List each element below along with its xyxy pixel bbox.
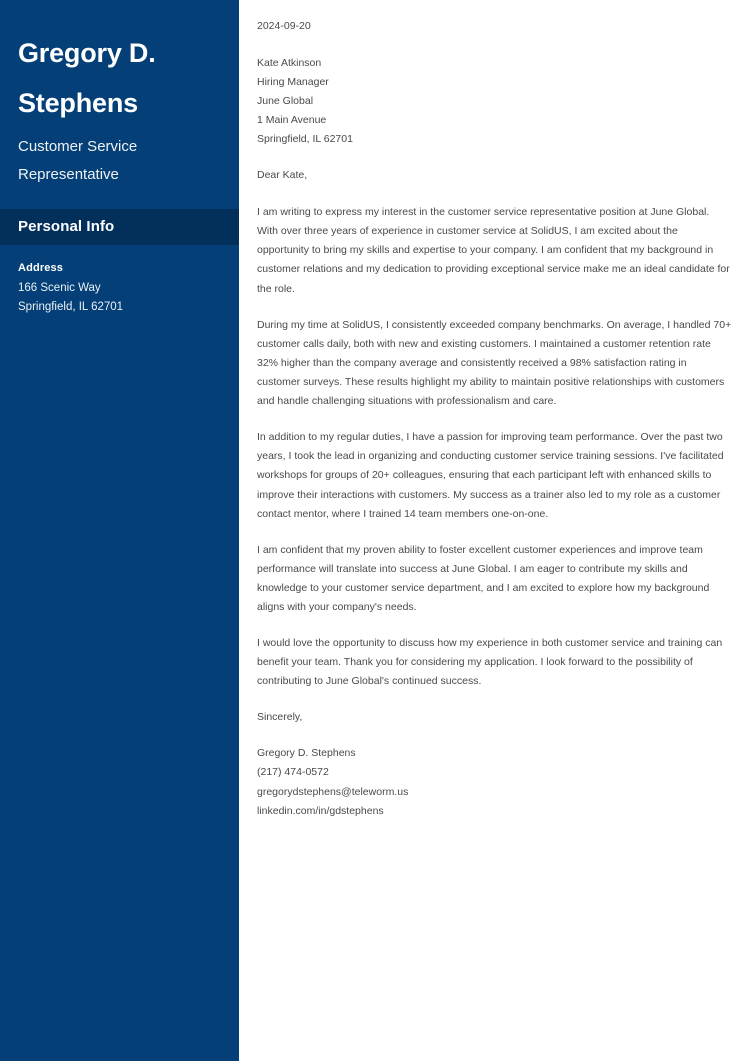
address-label: Address — [18, 262, 64, 275]
address-line: Springfield, IL 62701 — [18, 301, 124, 314]
closing-salutation: Sincerely, — [257, 710, 303, 723]
recipient-line: Springfield, IL 62701 — [257, 133, 353, 146]
letter-paragraph: I am writing to express my interest in the customer service representative position at June Global. With over three years of experience in customer service at SolidUS, I am excited about the opportunity to bring my skills and expertise to your company. I am confident that my background in customer relations and my dedication to providing exceptional service make me an ideal candidate for the role. — [257, 206, 730, 295]
salutation: Dear Kate, — [257, 169, 308, 182]
signature-block — [257, 744, 732, 820]
personal-info-heading: Personal Info — [18, 218, 115, 236]
signature-linkedin: linkedin.com/in/gdstephens — [257, 804, 384, 817]
signature-name: Gregory D. Stephens — [257, 747, 356, 760]
recipient-line: June Global — [257, 94, 314, 107]
letter-paragraph: I would love the opportunity to discuss how my experience in both customer service and training can benefit your team. Thank you for considering my application. I look forward to the possibility of contributing to June Global's continued success. — [257, 637, 723, 688]
signature-phone: (217) 474-0572 — [257, 766, 329, 779]
candidate-name: Gregory D. Stephens — [18, 38, 156, 119]
signature-email: gregorydstephens@teleworm.us — [257, 785, 409, 798]
sidebar-header — [0, 0, 239, 188]
recipient-block — [257, 54, 732, 150]
letter-body — [239, 0, 750, 1061]
letter-paragraph: I am confident that my proven ability to foster excellent customer experiences and improve team performance will translate into success at June Global. I am eager to contribute my skills and knowledge to your customer service department, and I am excited to explore how my background aligns with your company's needs. — [257, 543, 710, 614]
letter-paragraph: In addition to my regular duties, I have a passion for improving team performance. Over the past two years, I took the lead in organizing and conducting customer service training sessions. I've facilitated workshops for groups of 20+ colleagues, ensuring that each participant left with enhanced skills to improve their interactions with customers. My success as a trainer also led to my role as a customer contact mentor, where I trained 14 team members one-on-one. — [257, 431, 724, 520]
recipient-line: 1 Main Avenue — [257, 114, 327, 127]
letter-date: 2024-09-20 — [257, 20, 311, 32]
recipient-line: Hiring Manager — [257, 75, 329, 88]
letter-paragraph: During my time at SolidUS, I consistently exceeded company benchmarks. On average, I handled 70+ customer calls daily, both with new and existing customers. I maintained a customer retention rate 32% higher than the company average and consistently received a 98% satisfaction rating in customer surveys. These results highlight my ability to maintain positive relationships with customers and handle challenging situations with professionalism and care. — [257, 318, 732, 408]
recipient-line: Kate Atkinson — [257, 56, 322, 69]
address-line: 166 Scenic Way — [18, 282, 101, 295]
candidate-job-title: Customer Service Representative — [18, 137, 138, 183]
address-block — [0, 245, 239, 316]
sidebar — [0, 0, 239, 1061]
personal-info-band — [0, 209, 239, 245]
